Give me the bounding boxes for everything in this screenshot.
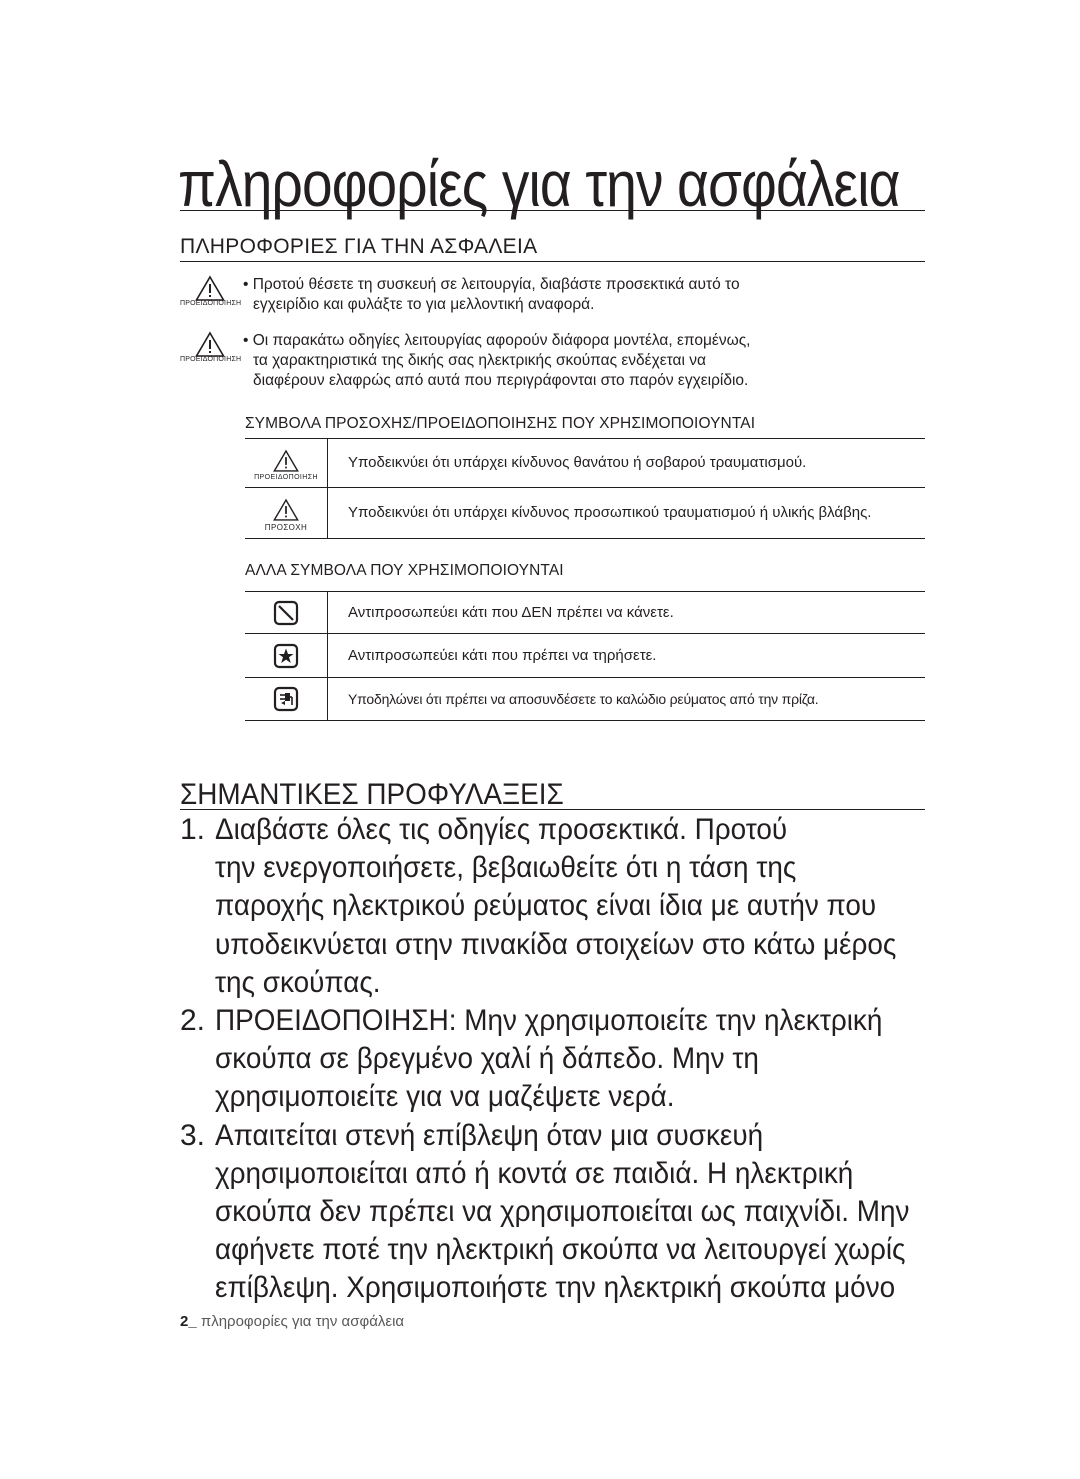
table-row xyxy=(245,488,925,539)
symbol-cell xyxy=(245,678,328,721)
warning-badge xyxy=(180,275,240,307)
precautions-divider xyxy=(180,809,925,810)
unplug-icon xyxy=(273,686,299,712)
warning-triangle-icon xyxy=(195,331,225,358)
title-divider xyxy=(180,210,925,211)
page-footer xyxy=(180,1313,404,1330)
symbol-description: Υποδεικνύει ότι υπάρχει κίνδυνος θανάτου ή σοβαρού τραυματισμού. xyxy=(328,439,926,488)
symbol-label: ΠΡΟΕΙΔΟΠΟΙΗΣΗ xyxy=(254,474,318,481)
warning-text: • Προτού θέσετε τη συσκευή σε λειτουργία, διαβάστε προσεκτικά αυτό το εγχειρίδιο και φυλάξτε το για μελλοντική αναφορά. xyxy=(243,276,740,313)
precautions-list xyxy=(180,811,940,1308)
warning-triangle-icon xyxy=(273,498,299,522)
page-title: πληροφορίες για την ασφάλεια xyxy=(178,148,900,220)
symbol-label: ΠΡΟΣΟΧΗ xyxy=(264,523,308,532)
list-item: 2. ΠΡΟΕΙΔΟΠΟΙΗΣΗ: Μην χρησιμοποιείτε την ηλεκτρική σκούπα σε βρεγμένο χαλί ή δάπεδο. Μην τη χρησιμοποιείτε για να μαζέψετε νερά. xyxy=(180,1002,940,1117)
section-heading: ΠΛΗΡΟΦΟΡΙΕΣ ΓΙΑ ΤΗΝ ΑΣΦΑΛΕΙΑ xyxy=(180,235,538,258)
star-icon xyxy=(273,643,299,669)
symbol-cell xyxy=(245,634,328,678)
item-number: 1. xyxy=(180,813,206,846)
item-number: 3. xyxy=(180,1118,206,1152)
warning-label: ΠΡΟΕΙΔΟΠΟΙΗΣΗ xyxy=(180,356,242,363)
symbol-description: Αντιπροσωπεύει κάτι που ΔΕΝ πρέπει να κάνετε. xyxy=(328,592,926,634)
table-row xyxy=(245,592,925,634)
warning-triangle-icon xyxy=(195,275,225,302)
other-symbols-heading: ΑΛΛΑ ΣΥΜΒΟΛΑ ΠΟΥ ΧΡΗΣΙΜΟΠΟΙΟΥΝΤΑΙ xyxy=(245,562,564,579)
symbol-description: Υποδηλώνει ότι πρέπει να αποσυνδέσετε το καλώδιο ρεύματος από την πρίζα. xyxy=(328,678,926,721)
symbol-cell xyxy=(245,488,328,539)
footer-title: πληροφορίες για την ασφάλεια xyxy=(200,1313,405,1330)
other-symbols-table xyxy=(245,591,925,721)
section-divider xyxy=(180,261,925,262)
symbol-cell xyxy=(245,439,328,488)
warning-label: ΠΡΟΕΙΔΟΠΟΙΗΣΗ xyxy=(180,300,242,307)
warning-text: • Οι παρακάτω οδηγίες λειτουργίας αφορούν διάφορα μοντέλα, επομένως, τα χαρακτηριστικά της δικής σας ηλεκτρικής σκούπας ενδέχεται να διαφέρουν ελαφρώς από αυτά που περιγράφονται στο παρόν εγχειρίδιο. xyxy=(243,332,751,389)
item-number: 2. xyxy=(180,1004,206,1038)
list-item: 1. Διαβάστε όλες τις οδηγίες προσεκτικά. Προτού την ενεργοποιήσετε, βεβαιωθείτε ότι η τάση της παροχής ηλεκτρικού ρεύματος είναι ίδια με αυτήν που υποδεικνύεται στην πινακίδα στοιχείων στο κάτω μέρος της σκούπας. xyxy=(180,811,940,1002)
symbol-cell xyxy=(245,592,328,634)
table-row xyxy=(245,678,925,721)
symbol-description: Υποδεικνύει ότι υπάρχει κίνδυνος προσωπικού τραυματισμού ή υλικής βλάβης. xyxy=(328,488,926,539)
prohibited-icon xyxy=(273,600,299,626)
warning-badge xyxy=(180,331,240,363)
warning-triangle-icon xyxy=(273,449,299,473)
symbol-description: Αντιπροσωπεύει κάτι που πρέπει να τηρήσετε. xyxy=(328,634,926,678)
list-item: 3. Απαιτείται στενή επίβλεψη όταν μια συσκευή χρησιμοποιείται από ή κοντά σε παιδιά. Η ηλεκτρική σκούπα δεν πρέπει να χρησιμοποιείται ως παιχνίδι. Μην αφήνετε ποτέ την ηλεκτρική σκούπα να λειτουργεί χωρίς επίβλεψη. Χρησιμοποιήστε την ηλεκτρική σκούπα μόνο xyxy=(180,1117,940,1308)
page-number: 2_ xyxy=(180,1313,197,1330)
table-row xyxy=(245,439,925,488)
caution-symbols-heading: ΣΥΜΒΟΛΑ ΠΡΟΣΟΧΗΣ/ΠΡΟΕΙΔΟΠΟΙΗΣΗΣ ΠΟΥ ΧΡΗΣΙΜΟΠΟΙΟΥΝΤΑΙ xyxy=(245,415,756,432)
precautions-heading: ΣΗΜΑΝΤΙΚΕΣ ΠΡΟΦΥΛΑΞΕΙΣ xyxy=(180,778,564,811)
caution-symbols-table xyxy=(245,438,925,539)
table-row xyxy=(245,634,925,678)
